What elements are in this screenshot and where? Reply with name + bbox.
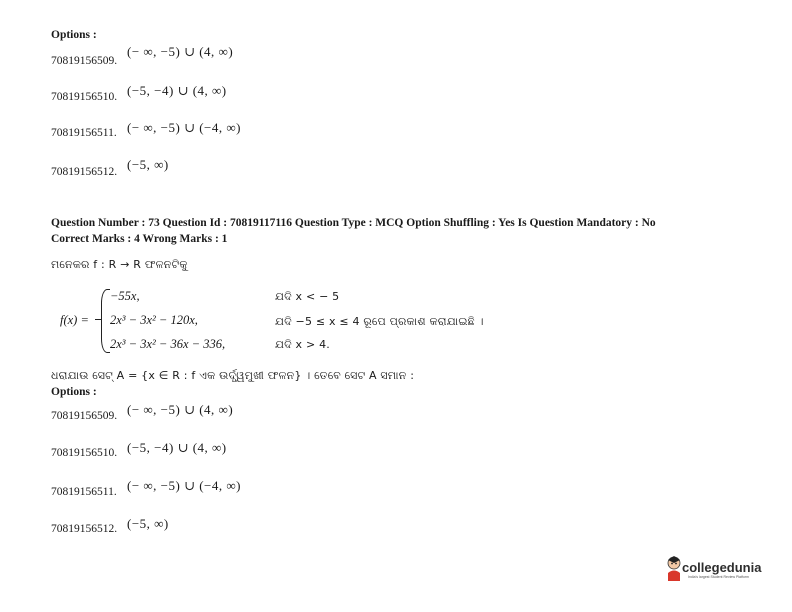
option-value: (−5, ∞) (127, 157, 169, 172)
option-value: (− ∞, −5) ∪ (4, ∞) (127, 402, 234, 417)
set-statement: ଧରାଯାଉ ସେଟ୍ A = {x ∈ R : f ଏକ ଉର୍ଦ୍ଧ୍ୱମୁଖୀ ଫଳନ} । ତେବେ ସେଟ A ସମାନ : (51, 369, 415, 382)
option-id: 70819156509. (51, 410, 118, 422)
case-expression: 2x³ − 3x² − 120x, (110, 313, 198, 327)
question-intro: ମନେକର f : R → R ଫଳନଟିକୁ (51, 258, 188, 271)
function-label: f(x) = (60, 313, 89, 327)
option-value: (− ∞, −5) ∪ (−4, ∞) (127, 120, 241, 135)
option-id: 70819156511. (51, 486, 117, 498)
logo-tagline: India's largest Student Review Platform (688, 575, 749, 579)
collegedunia-logo-icon (666, 555, 682, 581)
option-id: 70819156512. (51, 166, 118, 178)
brace-tip (95, 319, 102, 320)
options-label: Options : (51, 386, 97, 398)
options-label: Options : (51, 29, 97, 41)
logo-brand-text: collegedunia (682, 560, 762, 575)
case-condition: ଯଦି x > 4. (275, 338, 330, 351)
case-condition: ଯଦି x < − 5 (275, 290, 340, 303)
option-value: (−5, −4) ∪ (4, ∞) (127, 83, 227, 98)
marks-line: Correct Marks : 4 Wrong Marks : 1 (51, 233, 228, 245)
option-id: 70819156509. (51, 55, 118, 67)
option-id: 70819156511. (51, 127, 117, 139)
option-value: (− ∞, −5) ∪ (4, ∞) (127, 44, 234, 59)
brace (101, 289, 110, 353)
option-value: (−5, −4) ∪ (4, ∞) (127, 440, 227, 455)
case-expression: 2x³ − 3x² − 36x − 336, (110, 337, 226, 351)
option-id: 70819156510. (51, 91, 118, 103)
question-header: Question Number : 73 Question Id : 70819117116 Question Type : MCQ Option Shuffling : Yes Is Question Mandatory : No (51, 217, 656, 229)
case-condition: ଯଦି −5 ≤ x ≤ 4 ରୂପେ ପ୍ରକାଶ କରାଯାଇଛି । (275, 315, 484, 328)
option-id: 70819156510. (51, 447, 118, 459)
option-value: (− ∞, −5) ∪ (−4, ∞) (127, 478, 241, 493)
option-id: 70819156512. (51, 523, 118, 535)
option-value: (−5, ∞) (127, 516, 169, 531)
case-expression: −55x, (110, 289, 140, 303)
